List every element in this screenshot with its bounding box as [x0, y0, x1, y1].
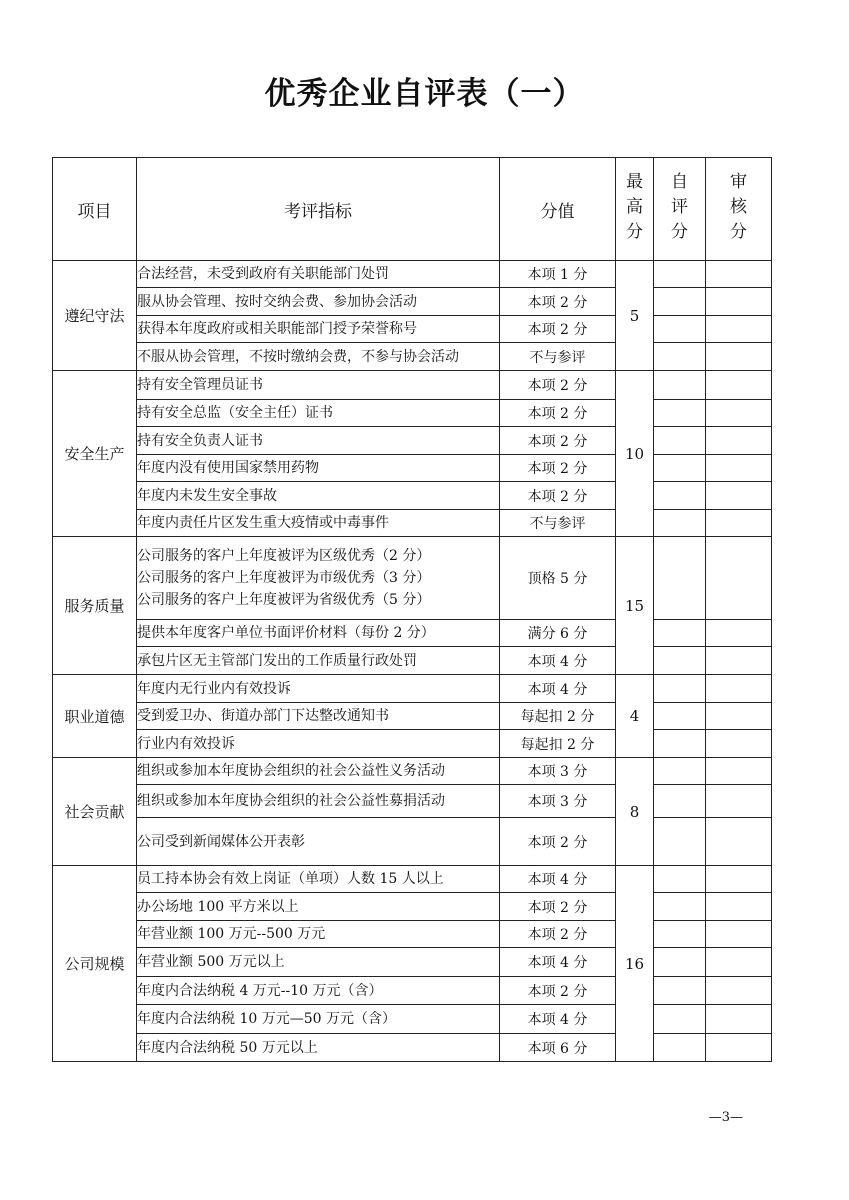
indicator-line: 组织或参加本年度协会组织的社会公益性义务活动 [137, 763, 445, 779]
self-score-cell[interactable] [654, 948, 706, 977]
category-cell: 服务质量 [53, 537, 137, 675]
self-score-cell[interactable] [654, 482, 706, 510]
indicator-line: 受到爱卫办、街道办部门下达整改通知书 [137, 708, 389, 724]
table-row [53, 510, 772, 537]
table-row [53, 371, 772, 400]
indicator-cell [137, 288, 500, 316]
indicator-line: 承包片区无主管部门发出的工作质量行政处罚 [137, 652, 417, 669]
category-cell: 社会贡献 [53, 758, 137, 866]
indicator-cell [137, 343, 500, 371]
table-row [53, 537, 772, 620]
review-score-cell[interactable] [706, 455, 772, 482]
table-row [53, 675, 772, 703]
indicator-cell [137, 316, 500, 343]
review-score-cell[interactable] [706, 371, 772, 400]
indicator-cell [137, 371, 500, 400]
indicator-line: 年度内未发生安全事故 [137, 487, 277, 504]
self-score-cell[interactable] [654, 371, 706, 400]
table-row [53, 785, 772, 818]
value-cell: 本项 2 分 [500, 288, 616, 316]
review-score-cell[interactable] [706, 948, 772, 977]
value-cell: 本项 2 分 [500, 893, 616, 921]
indicator-cell [137, 537, 500, 620]
indicator-line: 公司服务的客户上年度被评为区级优秀（2 分） [137, 548, 431, 564]
review-score-cell[interactable] [706, 288, 772, 316]
value-cell: 本项 2 分 [500, 818, 616, 866]
page-title: 优秀企业自评表（一） [264, 76, 585, 112]
header-max-score: 最 高 分 [616, 158, 654, 261]
review-score-cell[interactable] [706, 893, 772, 921]
indicator-line: 年营业额 500 万元以上 [137, 954, 285, 970]
max-score-cell: 5 [616, 261, 654, 371]
header-row [53, 158, 772, 261]
review-score-cell[interactable] [706, 703, 772, 730]
indicator-cell [137, 921, 500, 948]
indicator-cell [137, 977, 500, 1005]
value-cell: 本项 1 分 [500, 261, 616, 288]
table-row [53, 758, 772, 785]
table-row [53, 1005, 772, 1034]
max-score-cell: 15 [616, 537, 654, 675]
table-row [53, 647, 772, 675]
category-cell: 遵纪守法 [53, 261, 137, 371]
table-row [53, 343, 772, 371]
category-cell: 公司规模 [53, 866, 137, 1062]
indicator-cell [137, 482, 500, 510]
table-row [53, 730, 772, 758]
self-score-cell[interactable] [654, 866, 706, 893]
indicator-cell [137, 400, 500, 427]
value-cell: 本项 2 分 [500, 482, 616, 510]
table-row [53, 261, 772, 288]
self-score-cell[interactable] [654, 1005, 706, 1034]
category-cell: 职业道德 [53, 675, 137, 758]
review-score-cell[interactable] [706, 1005, 772, 1034]
header-review-score: 审 核 分 [706, 158, 772, 261]
review-score-cell[interactable] [706, 1034, 772, 1062]
self-score-cell[interactable] [654, 510, 706, 537]
self-score-cell[interactable] [654, 288, 706, 316]
indicator-line: 年度内合法纳税 4 万元--10 万元（含） [137, 982, 383, 999]
indicator-cell [137, 1034, 500, 1062]
indicator-line: 行业内有效投诉 [137, 735, 235, 752]
self-score-cell[interactable] [654, 893, 706, 921]
review-score-cell[interactable] [706, 866, 772, 893]
self-score-cell[interactable] [654, 620, 706, 647]
indicator-line: 年度内合法纳税 50 万元以上 [137, 1039, 318, 1056]
indicator-cell [137, 620, 500, 647]
table-row [53, 427, 772, 455]
self-score-cell[interactable] [654, 921, 706, 948]
review-score-cell[interactable] [706, 730, 772, 758]
value-cell: 本项 2 分 [500, 371, 616, 400]
value-cell: 本项 3 分 [500, 785, 616, 818]
table-row [53, 977, 772, 1005]
self-score-cell[interactable] [654, 675, 706, 703]
table-row [53, 703, 772, 730]
indicator-cell [137, 703, 500, 730]
table-row [53, 316, 772, 343]
indicator-line: 服从协会管理、按时交纳会费、参加协会活动 [137, 293, 417, 310]
indicator-cell [137, 758, 500, 785]
table-body [53, 261, 772, 1062]
self-score-cell[interactable] [654, 758, 706, 785]
indicator-cell [137, 948, 500, 977]
value-cell: 本项 3 分 [500, 758, 616, 785]
indicator-line: 年度内无行业内有效投诉 [137, 680, 291, 697]
indicator-cell [137, 455, 500, 482]
self-score-cell[interactable] [654, 455, 706, 482]
self-score-cell[interactable] [654, 1034, 706, 1062]
max-score-cell: 16 [616, 866, 654, 1062]
indicator-cell [137, 785, 500, 818]
review-score-cell[interactable] [706, 316, 772, 343]
indicator-cell [137, 675, 500, 703]
indicator-cell [137, 893, 500, 921]
indicator-cell [137, 510, 500, 537]
header-self-score: 自 评 分 [654, 158, 706, 261]
indicator-line: 办公场地 100 平方米以上 [137, 898, 299, 915]
review-score-cell[interactable] [706, 647, 772, 675]
review-score-cell[interactable] [706, 427, 772, 455]
review-score-cell[interactable] [706, 620, 772, 647]
indicator-cell [137, 818, 500, 866]
indicator-line: 年度内责任片区发生重大疫情或中毒事件 [137, 515, 389, 531]
review-score-cell[interactable] [706, 510, 772, 537]
value-cell: 不与参评 [500, 343, 616, 371]
category-cell: 安全生产 [53, 371, 137, 537]
indicator-cell [137, 1005, 500, 1034]
indicator-cell [137, 866, 500, 893]
self-score-cell[interactable] [654, 977, 706, 1005]
value-cell: 本项 4 分 [500, 647, 616, 675]
indicator-line: 公司服务的客户上年度被评为市级优秀（3 分） [137, 570, 431, 586]
self-score-cell[interactable] [654, 261, 706, 288]
indicator-line: 年度内合法纳税 10 万元—50 万元（含） [137, 1011, 396, 1027]
indicator-line: 持有安全管理员证书 [137, 377, 263, 393]
indicator-line: 公司服务的客户上年度被评为省级优秀（5 分） [137, 592, 431, 608]
indicator-line: 获得本年度政府或相关职能部门授予荣誉称号 [137, 321, 417, 337]
value-cell: 本项 2 分 [500, 427, 616, 455]
value-cell: 本项 2 分 [500, 977, 616, 1005]
table-row [53, 893, 772, 921]
review-score-cell[interactable] [706, 261, 772, 288]
value-cell: 本项 4 分 [500, 1005, 616, 1034]
review-score-cell[interactable] [706, 400, 772, 427]
indicator-line: 持有安全总监（安全主任）证书 [137, 405, 333, 421]
evaluation-table [52, 157, 772, 1062]
self-score-cell[interactable] [654, 730, 706, 758]
value-cell: 每起扣 2 分 [500, 703, 616, 730]
max-score-cell: 4 [616, 675, 654, 758]
value-cell: 不与参评 [500, 510, 616, 537]
review-score-cell[interactable] [706, 482, 772, 510]
indicator-cell [137, 427, 500, 455]
indicator-line: 年度内没有使用国家禁用药物 [137, 460, 319, 476]
table-row [53, 866, 772, 893]
table-row [53, 482, 772, 510]
value-cell: 顶格 5 分 [500, 537, 616, 620]
self-score-cell[interactable] [654, 537, 706, 620]
header-item: 项目 [53, 158, 137, 261]
table-row [53, 818, 772, 866]
indicator-line: 合法经营，未受到政府有关职能部门处罚 [137, 266, 389, 282]
max-score-cell: 10 [616, 371, 654, 537]
value-cell: 本项 4 分 [500, 675, 616, 703]
value-cell: 每起扣 2 分 [500, 730, 616, 758]
max-score-cell: 8 [616, 758, 654, 866]
review-score-cell[interactable] [706, 675, 772, 703]
indicator-line: 公司受到新闻媒体公开表彰 [137, 833, 305, 850]
table-row [53, 620, 772, 647]
page-number: —3— [708, 1110, 743, 1125]
value-cell: 本项 4 分 [500, 948, 616, 977]
table-row [53, 455, 772, 482]
self-score-cell[interactable] [654, 785, 706, 818]
value-cell: 本项 2 分 [500, 921, 616, 948]
table-row [53, 921, 772, 948]
review-score-cell[interactable] [706, 343, 772, 371]
indicator-line: 员工持本协会有效上岗证（单项）人数 15 人以上 [137, 871, 444, 887]
review-score-cell[interactable] [706, 818, 772, 866]
value-cell: 本项 2 分 [500, 455, 616, 482]
header-indicator: 考评指标 [137, 158, 500, 261]
table-row [53, 400, 772, 427]
review-score-cell[interactable] [706, 537, 772, 620]
table-row [53, 1034, 772, 1062]
indicator-cell [137, 730, 500, 758]
table-row [53, 288, 772, 316]
indicator-line: 持有安全负责人证书 [137, 432, 263, 449]
indicator-cell [137, 647, 500, 675]
review-score-cell[interactable] [706, 921, 772, 948]
value-cell: 本项 2 分 [500, 400, 616, 427]
review-score-cell[interactable] [706, 758, 772, 785]
value-cell: 本项 2 分 [500, 316, 616, 343]
indicator-line: 不服从协会管理，不按时缴纳会费，不参与协会活动 [137, 348, 459, 365]
indicator-line: 组织或参加本年度协会组织的社会公益性募捐活动 [137, 793, 445, 809]
self-score-cell[interactable] [654, 316, 706, 343]
self-score-cell[interactable] [654, 703, 706, 730]
self-score-cell[interactable] [654, 818, 706, 866]
review-score-cell[interactable] [706, 977, 772, 1005]
self-score-cell[interactable] [654, 343, 706, 371]
self-score-cell[interactable] [654, 400, 706, 427]
value-cell: 满分 6 分 [500, 620, 616, 647]
self-score-cell[interactable] [654, 427, 706, 455]
indicator-cell [137, 261, 500, 288]
table-row [53, 948, 772, 977]
review-score-cell[interactable] [706, 785, 772, 818]
indicator-line: 提供本年度客户单位书面评价材料（每份 2 分） [137, 625, 435, 641]
value-cell: 本项 4 分 [500, 866, 616, 893]
value-cell: 本项 6 分 [500, 1034, 616, 1062]
self-score-cell[interactable] [654, 647, 706, 675]
indicator-line: 年营业额 100 万元--500 万元 [137, 926, 326, 942]
header-value: 分值 [500, 158, 616, 261]
